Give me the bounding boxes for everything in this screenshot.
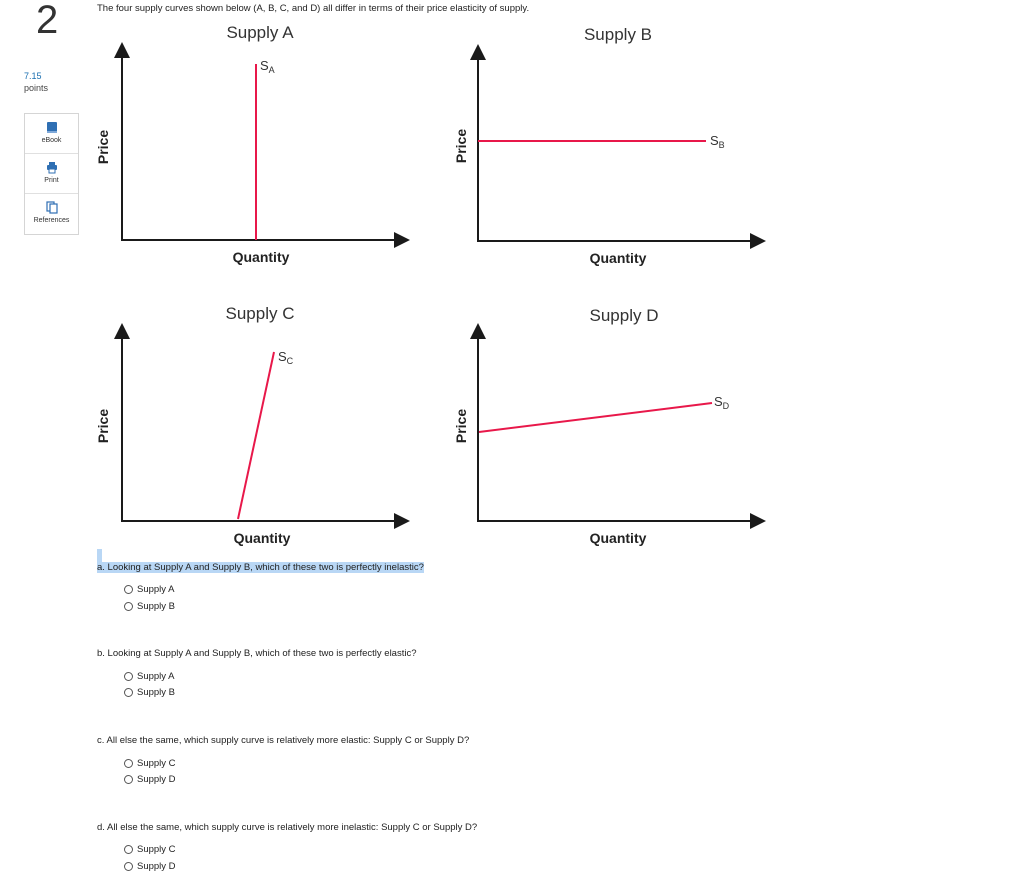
chart-supply-b [453, 25, 758, 266]
supply-curve-c [238, 352, 274, 519]
option-label: Supply B [137, 601, 176, 612]
curve-label-a: $S_A$ [260, 58, 275, 75]
chart-a-ylabel: Price [95, 129, 111, 165]
radio-button[interactable] [124, 672, 133, 681]
option-label: Supply A [137, 584, 175, 595]
radio-button[interactable] [124, 585, 133, 594]
chart-supply-c [95, 304, 402, 546]
question-c: c. All else the same, which supply curve is relatively more elastic: Supply C or Supply D? [97, 735, 470, 746]
option-b-2[interactable] [124, 687, 175, 698]
chart-b-title: Supply B [583, 25, 653, 44]
option-label: Supply D [137, 861, 176, 872]
chart-b-ylabel: Price [453, 128, 469, 164]
chart-c-xlabel: Quantity [233, 530, 291, 546]
option-d-2[interactable] [124, 861, 176, 872]
option-label: Supply C [137, 844, 176, 855]
question-b: b. Looking at Supply A and Supply B, which of these two is perfectly elastic? [97, 648, 417, 659]
radio-button[interactable] [124, 688, 133, 697]
option-c-2[interactable] [124, 774, 176, 785]
points-value: 7.15 [24, 71, 42, 81]
curve-label-d: $S_D$ [714, 394, 730, 411]
chart-supply-a [95, 23, 402, 265]
curve-label-c: $S_C$ [278, 349, 294, 366]
chart-d-ylabel: Price [453, 408, 469, 444]
radio-button[interactable] [124, 862, 133, 871]
radio-button[interactable] [124, 775, 133, 784]
chart-a-title: Supply A [226, 23, 294, 42]
question-a: a. Looking at Supply A and Supply B, which of these two is perfectly inelastic? [97, 562, 424, 573]
option-label: Supply B [137, 687, 176, 698]
option-label: Supply A [137, 671, 175, 682]
points-label: points [24, 83, 49, 93]
print-label: Print [44, 177, 59, 184]
references-label: References [33, 217, 70, 224]
chart-d-xlabel: Quantity [589, 530, 647, 546]
option-d-1[interactable] [124, 844, 176, 855]
ebook-label: eBook [41, 137, 62, 144]
chart-d-title: Supply D [589, 306, 659, 325]
option-b-1[interactable] [124, 671, 175, 682]
question-d: d. All else the same, which supply curve is relatively more inelastic: Supply C or Supply D? [97, 822, 478, 833]
supply-curve-d [479, 403, 712, 432]
chart-c-ylabel: Price [95, 408, 111, 444]
option-label: Supply C [137, 758, 176, 769]
intro-text: The four supply curves shown below (A, B, C, and D) all differ in terms of their price elasticity of supply. [97, 3, 530, 14]
radio-button[interactable] [124, 602, 133, 611]
chart-a-xlabel: Quantity [232, 249, 290, 265]
chart-c-title: Supply C [225, 304, 295, 323]
chart-supply-d [453, 306, 758, 546]
radio-button[interactable] [124, 845, 133, 854]
option-a-2[interactable] [124, 601, 175, 612]
question-number: 2 [36, 0, 59, 42]
option-c-1[interactable] [124, 758, 176, 769]
option-label: Supply D [137, 774, 176, 785]
radio-button[interactable] [124, 759, 133, 768]
selection-caret [97, 549, 102, 563]
option-a-1[interactable] [124, 584, 175, 595]
curve-label-b: $S_B$ [710, 133, 725, 150]
chart-b-xlabel: Quantity [589, 250, 647, 266]
